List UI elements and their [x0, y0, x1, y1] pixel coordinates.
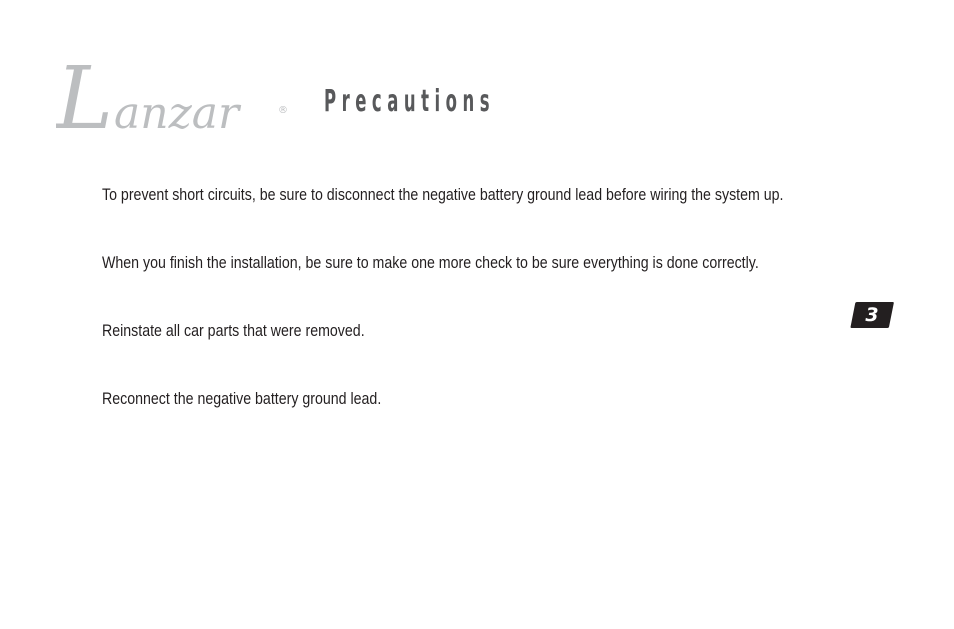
logo-rest: anzar [114, 88, 240, 139]
logo-initial: L [56, 50, 114, 140]
precaution-paragraph: When you finish the installation, be sure to make one more check to be sure everything is done correctly. [102, 254, 759, 272]
page-number-badge [850, 301, 894, 329]
brand-logo [56, 50, 296, 140]
page-title: Precautions [324, 84, 496, 119]
registered-mark: ® [278, 105, 288, 116]
lanzar-logo-graphic [56, 50, 296, 140]
precaution-paragraph: Reconnect the negative battery ground lead. [102, 390, 382, 408]
page-number: 3 [865, 304, 879, 326]
precaution-paragraph: Reinstate all car parts that were removed. [102, 322, 365, 340]
precautions-list [102, 184, 862, 456]
precaution-paragraph: To prevent short circuits, be sure to disconnect the negative battery ground lead before wiring the system up. [102, 186, 784, 204]
